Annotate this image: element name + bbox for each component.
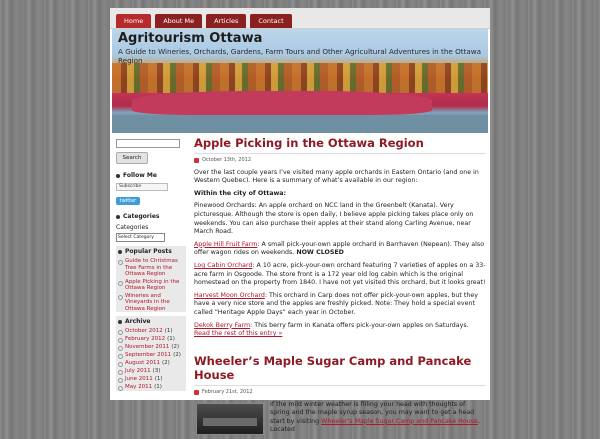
cranberry-bog (132, 91, 432, 115)
post-paragraph (194, 262, 486, 288)
bullet-icon (118, 378, 123, 383)
popular-box (116, 246, 186, 312)
read-more-link[interactable]: Read the rest of this entry » (194, 330, 283, 338)
subscribe-label: Subscribe (119, 184, 142, 189)
archive-link[interactable]: September 2011 (125, 352, 172, 358)
page-wrapper (110, 8, 490, 434)
archive-link[interactable]: November 2011 (125, 344, 170, 350)
post-intro: Over the last couple years I’ve visited many apple orchards in Eastern Ontario (and one in Western Quebec). Here is a summary of what’s available in our region: (194, 168, 479, 185)
post-paragraph (194, 292, 486, 318)
popular-title: Popular Posts (125, 248, 172, 255)
orchard-link[interactable]: Log Cabin Orchard (194, 261, 253, 269)
post-title[interactable]: Apple Picking in the Ottawa Region (194, 136, 486, 154)
list-item[interactable] (118, 258, 186, 278)
autumn-trees (112, 63, 488, 93)
archive-count: (2) (173, 352, 181, 358)
bullet-icon (118, 346, 123, 351)
post-date (194, 156, 486, 165)
list-item[interactable] (118, 336, 186, 343)
popular-link[interactable]: Guide to Christmas Tree Farms in the Ottawa Region (125, 258, 178, 277)
archive-count: (2) (171, 344, 180, 350)
categories-label: Categories (116, 224, 149, 231)
top-nav-bar (110, 8, 490, 29)
nav-home[interactable]: Home (116, 14, 151, 28)
sugar-camp-photo[interactable] (196, 403, 264, 435)
nav-contact[interactable]: Contact (250, 14, 291, 28)
sugar-camp-link[interactable]: Wheeler’s Maple Sugar Camp and Pancake House (321, 417, 478, 425)
calendar-icon (194, 158, 199, 163)
category-select[interactable]: Select Category (116, 233, 165, 242)
post-paragraph: Pinewood Orchards: An apple orchard on NCC land in the Greenbelt (Kanata). Very picturesque. Although the store is open daily, I believe apple picking takes place only on weekends. You can also purchase their apples at their stand along Carling Avenue, near March Road. (194, 202, 474, 236)
closed-notice: NOW CLOSED (296, 249, 344, 257)
site-title[interactable]: Agritourism Ottawa (118, 31, 263, 46)
archive-box (116, 316, 186, 391)
pond-water (112, 115, 488, 133)
paragraph-text: : A 10 acre, pick-your-own orchard featuring 7 varieties of apples on a 33-acre farm in Osgoode. The store front is a 172 year old log cabin which is the original homestead on the property from 1840. I have not yet visited this orchard, but it looks great! (194, 261, 486, 287)
list-item[interactable] (118, 328, 186, 335)
calendar-icon (194, 390, 199, 395)
search-input[interactable] (116, 139, 180, 148)
main-content (194, 136, 486, 434)
list-item[interactable] (118, 352, 186, 359)
post-paragraph (194, 322, 486, 339)
list-item[interactable] (118, 368, 186, 375)
bullet-icon (118, 250, 122, 254)
header-banner (112, 29, 488, 133)
archive-link[interactable]: October 2012 (125, 328, 163, 334)
popular-list (118, 258, 186, 312)
follow-widget-title (116, 172, 186, 179)
paragraph-text: : This orchard in Carp does not offer pick-your-own apples, but they have a very nice store and the apples are freshly picked. Note: They hold a special event called “Heritage Apple Days” each year in October. (194, 291, 478, 316)
bullet-icon (118, 260, 123, 265)
list-item[interactable] (118, 376, 186, 383)
search-button[interactable]: Search (116, 152, 148, 164)
nav-articles[interactable]: Articles (206, 14, 246, 28)
list-item[interactable] (118, 344, 186, 351)
archive-link[interactable]: July 2011 (125, 368, 151, 374)
paragraph-text: : This berry farm in Kanata offers pick-your-own apples on Saturdays. (250, 321, 469, 329)
orchard-link[interactable]: Dekok Berry Farm (194, 321, 251, 329)
list-item[interactable] (118, 279, 186, 292)
follow-title: Follow Me (123, 172, 157, 179)
main-nav (116, 14, 292, 28)
bullet-icon (118, 362, 123, 367)
archive-count: (2) (162, 360, 170, 366)
paragraph-text: . Located (270, 417, 480, 434)
bullet-icon (118, 386, 123, 391)
twitter-button[interactable]: twitter (116, 197, 140, 205)
archive-link[interactable]: June 2011 (125, 376, 153, 382)
archive-link[interactable]: February 2012 (125, 336, 166, 342)
popular-link[interactable]: Apple Picking in the Ottawa Region (125, 278, 180, 291)
archive-count: (1) (154, 384, 162, 390)
bullet-icon (116, 174, 120, 178)
categories-title: Categories (123, 213, 160, 220)
list-item[interactable] (118, 293, 186, 313)
bullet-icon (118, 295, 123, 300)
post-date-text: October 13th, 2012 (202, 157, 251, 163)
bullet-icon (118, 354, 123, 359)
bullet-icon (118, 281, 123, 286)
paragraph-text: : A small pick-your-own apple orchard in Barrhaven (Nepean). They also offer wagon rides on weekends. (194, 240, 485, 257)
bullet-icon (116, 215, 120, 219)
paragraph-text: If the mild winter weather is filling your head with thoughts of spring and the maple syrup season, you may want to get a head start by visiting (270, 400, 475, 425)
bullet-icon (118, 338, 123, 343)
archive-widget-title (118, 318, 186, 325)
popular-widget-title (118, 248, 186, 255)
categories-widget-title (116, 213, 186, 220)
list-item[interactable] (118, 360, 186, 367)
site-tagline: A Guide to Wineries, Orchards, Gardens, Farm Tours and Other Agricultural Adventures in the Ottawa Region (118, 47, 482, 65)
post-subhead: Within the city of Ottawa: (194, 189, 287, 197)
post-wheelers (194, 354, 486, 439)
sidebar (116, 136, 186, 392)
list-item[interactable] (118, 384, 186, 391)
archive-link[interactable]: August 2011 (125, 360, 160, 366)
post-date (194, 388, 486, 397)
popular-link[interactable]: Wineries and Vineyards in the Ottawa Region (125, 292, 170, 312)
archive-count: (1) (167, 336, 175, 342)
archive-list (118, 328, 186, 391)
bullet-icon (118, 330, 123, 335)
evaporator-pan (203, 418, 257, 426)
archive-link[interactable]: May 2011 (125, 384, 153, 390)
archive-title: Archive (125, 318, 151, 325)
nav-about-me[interactable]: About Me (155, 14, 202, 28)
archive-count: (3) (152, 368, 161, 374)
orchard-link[interactable]: Apple Hill Fruit Farm (194, 240, 258, 248)
bullet-icon (118, 320, 122, 324)
orchard-link[interactable]: Harvest Moon Orchard (194, 291, 265, 299)
post-paragraph (194, 241, 486, 258)
post-title[interactable]: Wheeler’s Maple Sugar Camp and Pancake House (194, 354, 486, 386)
bullet-icon (118, 370, 123, 375)
archive-count: (1) (154, 376, 163, 382)
archive-count: (1) (164, 328, 173, 334)
post-date-text: February 21st, 2012 (202, 389, 253, 395)
subscribe-badge[interactable] (116, 183, 168, 191)
